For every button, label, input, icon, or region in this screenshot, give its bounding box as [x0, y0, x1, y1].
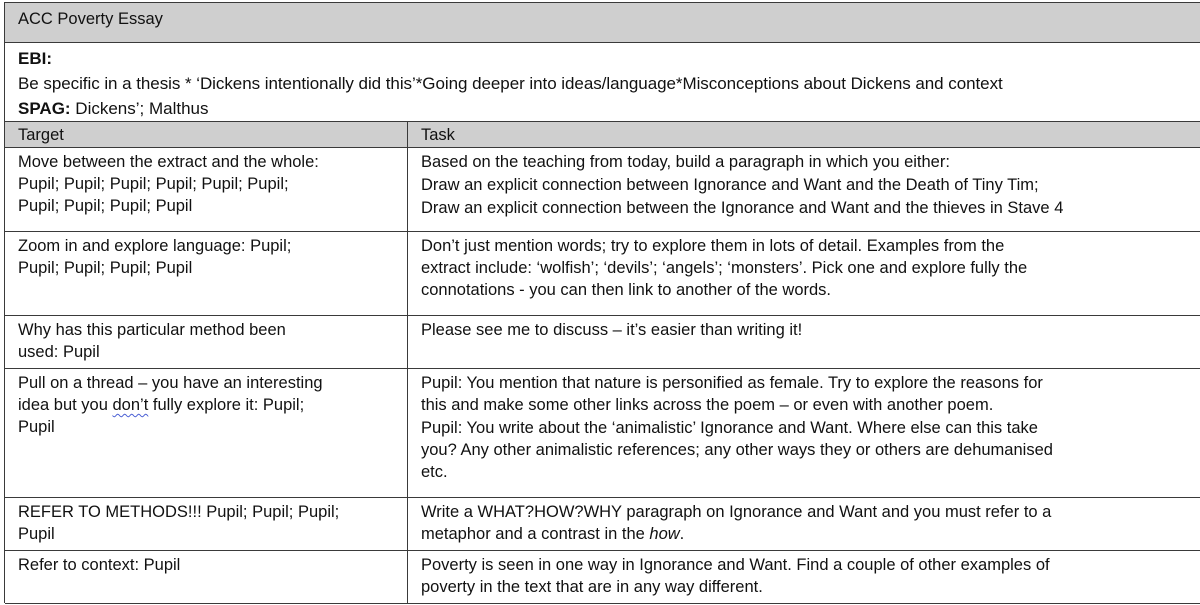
target-cell	[5, 551, 408, 603]
table-row	[5, 369, 1200, 498]
table-row	[5, 316, 1200, 369]
target-text-part: fully explore it: Pupil; Pupil	[18, 396, 305, 436]
spellcheck-flagged-word[interactable]: don’t	[112, 396, 149, 414]
task-text-part: .	[679, 525, 685, 543]
target-cell	[5, 232, 408, 315]
ebi-text: Be specific in a thesis * ‘Dickens intentionally did this’*Going deeper into ideas/language*Misconceptions about Dickens and context	[18, 74, 1003, 93]
table-header	[5, 122, 1200, 148]
task-text: Pupil: You write about the ‘animalistic’ Ignorance and Want. Where else can this take you? Any other animalistic references; any other ways they or others are dehumanised etc.	[421, 419, 1053, 481]
ebi-label: EBI:	[18, 49, 52, 68]
spag-label: SPAG:	[18, 99, 71, 118]
target-cell	[5, 498, 408, 550]
task-text: Based on the teaching from today, build a paragraph in which you either:	[421, 153, 950, 171]
table-row	[5, 232, 1200, 316]
task-cell	[408, 148, 1200, 231]
header-target: Target	[5, 122, 408, 147]
task-cell	[408, 369, 1200, 497]
target-text: Move between the extract and the whole: Pupil; Pupil; Pupil; Pupil; Pupil; Pupil; Pupil; Pupil; Pupil; Pupil	[18, 153, 319, 215]
document-title: ACC Poverty Essay	[18, 10, 163, 28]
target-cell	[5, 148, 408, 231]
header-task: Task	[421, 126, 455, 144]
spag-text: Dickens’; Malthus	[70, 99, 209, 118]
spag-line	[18, 99, 209, 119]
target-text: Why has this particular method been used: Pupil	[18, 321, 286, 361]
ebi-section	[5, 43, 1200, 122]
task-text: Pupil: You mention that nature is personified as female. Try to explore the reasons for this and make some other links across the poem – or even with another poem.	[421, 374, 1043, 414]
task-text: Please see me to discuss – it’s easier than writing it!	[421, 321, 803, 339]
task-text: Don’t just mention words; try to explore them in lots of detail. Examples from the extract include: ‘wolfish’; ‘devils’; ‘angels’; ‘monsters’. Pick one and explore fully the connotations - you can then link to another of the words.	[421, 237, 1028, 299]
target-cell	[5, 316, 408, 368]
task-text: Poverty is seen in one way in Ignorance and Want. Find a couple of other examples of poverty in the text that are in any way different.	[421, 556, 1050, 596]
table-row	[5, 551, 1200, 604]
table-row	[5, 498, 1200, 551]
task-cell	[408, 232, 1200, 315]
task-text: Draw an explicit connection between the Ignorance and Want and the thieves in Stave 4	[421, 199, 1064, 217]
target-text-part: Pull on a thread – you have an interesting idea but you	[18, 374, 323, 414]
target-text: Refer to context: Pupil	[18, 556, 181, 574]
table-row	[5, 148, 1200, 232]
target-text: Zoom in and explore language: Pupil; Pupil; Pupil; Pupil; Pupil	[18, 237, 292, 277]
task-text	[421, 501, 1200, 545]
task-cell	[408, 551, 1200, 603]
document-table	[4, 2, 1200, 603]
task-cell	[408, 316, 1200, 368]
task-text: Draw an explicit connection between Ignorance and Want and the Death of Tiny Tim;	[421, 176, 1039, 194]
task-text-part: Write a WHAT?HOW?WHY paragraph on Ignorance and Want and you must refer to a metaphor and a contrast in the	[421, 503, 1052, 543]
title-row	[5, 3, 1200, 43]
task-italic-word: how	[649, 525, 680, 543]
target-text: REFER TO METHODS!!! Pupil; Pupil; Pupil; Pupil	[18, 503, 340, 543]
task-cell	[408, 498, 1200, 550]
target-cell	[5, 369, 408, 497]
target-text	[18, 372, 407, 438]
